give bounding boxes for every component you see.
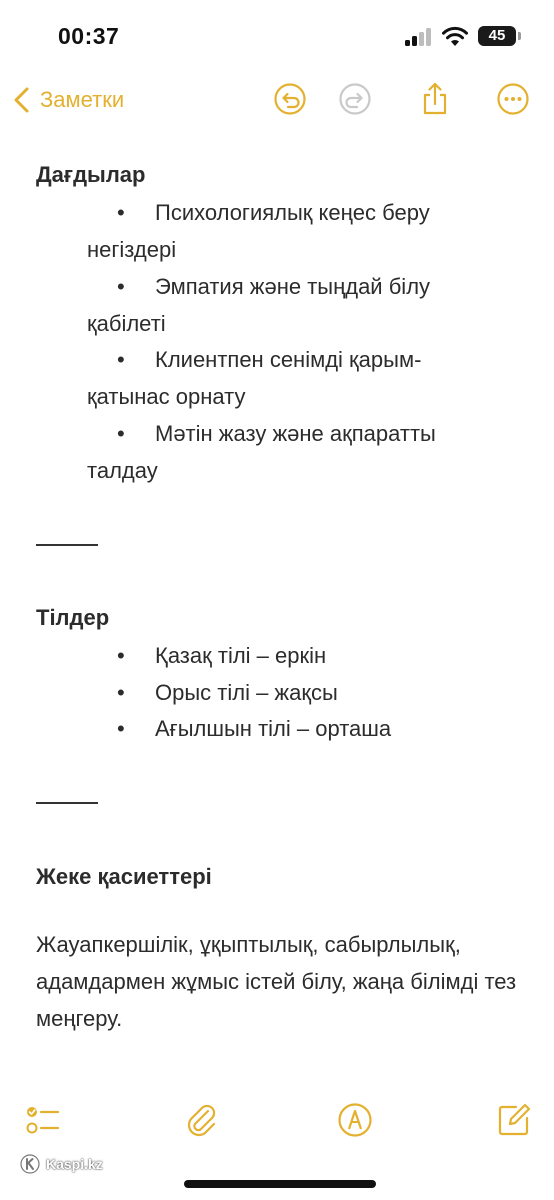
- list-item-text-continued: қабілеті: [87, 311, 166, 336]
- bullet: •: [117, 716, 125, 741]
- wifi-icon: [441, 25, 469, 47]
- note-toolbar: [0, 1090, 554, 1150]
- list-item-text: Клиентпен сенімді қарым-: [155, 347, 422, 372]
- checklist-icon[interactable]: [24, 1102, 60, 1138]
- list-item-text: Қазақ тілі – еркін: [155, 643, 327, 668]
- share-icon[interactable]: [418, 82, 452, 116]
- list-item-text: Орыс тілі – жақсы: [155, 680, 338, 705]
- list-item-text: Ағылшын тілі – орташа: [155, 716, 392, 741]
- list-item-text: Мәтін жазу және ақпаратты: [155, 421, 436, 446]
- bullet: •: [117, 680, 125, 705]
- signal-bar-4: [426, 28, 431, 46]
- list-item-text: Психологиялық кеңес беру: [155, 200, 430, 225]
- attachment-icon[interactable]: [184, 1102, 220, 1138]
- list-item-text-continued: талдау: [87, 458, 158, 483]
- list-item-text-continued: қатынас орнату: [87, 384, 246, 409]
- undo-icon[interactable]: [273, 82, 307, 116]
- bullet: •: [117, 421, 125, 446]
- bullet: •: [117, 274, 125, 299]
- status-bar: [0, 0, 554, 72]
- bullet: •: [117, 643, 125, 668]
- cellular-signal-icon: [405, 28, 435, 46]
- battery-tip: [518, 32, 521, 40]
- compose-icon[interactable]: [496, 1102, 532, 1138]
- back-button[interactable]: [10, 80, 124, 120]
- watermark-text: Kaspi.kz: [46, 1156, 103, 1172]
- signal-bar-1: [405, 40, 410, 46]
- home-indicator[interactable]: [184, 1180, 376, 1188]
- more-icon[interactable]: [496, 82, 530, 116]
- redo-icon[interactable]: [338, 82, 372, 116]
- divider: [36, 544, 98, 546]
- note-navigation-bar: [0, 72, 554, 128]
- back-label: Заметки: [40, 87, 125, 112]
- status-time: 00:37: [58, 23, 120, 49]
- personal-qualities-text: Жауапкершілік, ұқыптылық, сабырлылық, адамдармен жұмыс істей білу, жаңа білімді тез меңгеру.: [36, 932, 517, 1031]
- personal-qualities-heading: Жеке қасиеттері: [36, 864, 212, 889]
- bullet: •: [117, 347, 125, 372]
- divider: [36, 802, 98, 804]
- signal-bar-2: [412, 36, 417, 46]
- chevron-left-icon: [10, 85, 34, 115]
- list-item-text-continued: негіздері: [87, 237, 177, 262]
- bullet: •: [117, 200, 125, 225]
- battery-indicator: 45: [478, 26, 516, 46]
- markup-pen-icon[interactable]: [337, 1102, 373, 1138]
- watermark: [20, 1152, 103, 1176]
- kaspi-logo-icon: [20, 1154, 40, 1174]
- list-item-text: Эмпатия және тыңдай білу: [155, 274, 431, 299]
- skills-heading: Дағдылар: [36, 162, 146, 187]
- languages-heading: Тілдер: [36, 605, 110, 630]
- signal-bar-3: [419, 32, 424, 46]
